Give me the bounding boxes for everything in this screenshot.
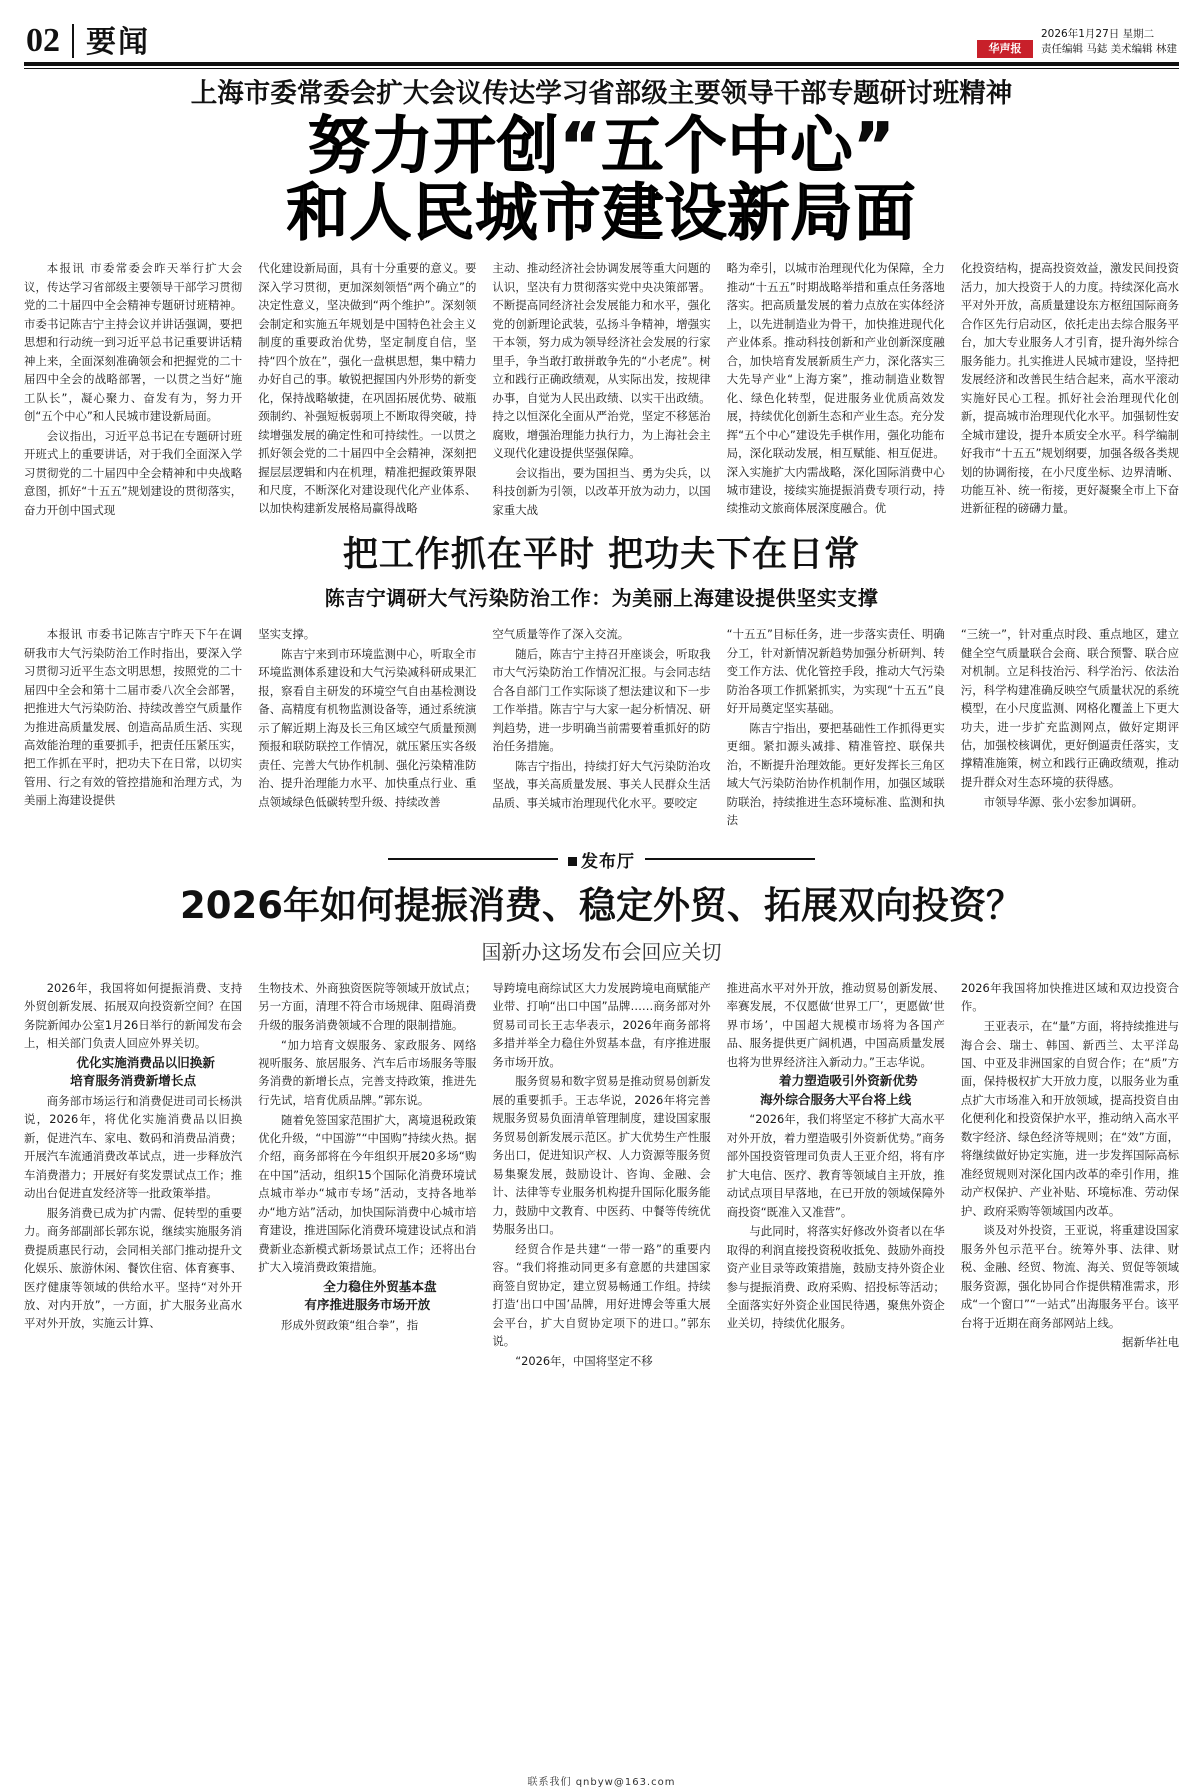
third-column-2 (258, 979, 476, 1371)
square-bullet-icon (568, 857, 577, 866)
third-story-headline: 2026年如何提振消费、稳定外贸、拓展双向投资？ (180, 883, 1023, 927)
news-source: 据新华社电 (1122, 1335, 1180, 1350)
publication-date: 2026年1月27日 星期二 (1040, 27, 1155, 40)
lead-paragraph: 化投资结构，提高投资效益，激发民间投资活力，加大投资于人的力度。持续深化高水平对外开放，高质量建设东方枢纽国际商务合作区先行启动区，依托走出去综合服务平台，加大专业服务人才引育，提升海外综合服务能力。扎实推进人民城市建设，坚持把发展经济和改善民生结合起来，高水平滚动实施好民心工程。抓好社会治理现代化创新，提高城市治理现代化水平。加强韧性安全城市建设，提升本质安全水平。科学编制好我市“十五五”规划纲要，加强各级各类规划的协调衔接，在小尺度坐标、边界清晰、功能互补、统一衔接，更好凝聚全市上下奋进新征程的磅礴力量。 (960, 261, 1180, 516)
masthead-divider (72, 24, 74, 58)
second-story-attendees: 市领导华源、张小宏参加调研。 (983, 794, 1144, 809)
section-title: 要闻 (86, 25, 150, 60)
second-paragraph: 本报讯 市委书记陈吉宁昨天下午在调研我市大气污染防治工作时指出，要深入学习贯彻习近平生态文明思想，按照党的二十届四中全会和第十二届市委八次全会部署，把推进大气污染防治、持续改善空气质量作为推进高质量发展、创造高品质生活、实现高效能治理的重要抓手，把责任压紧压实，把工作抓在平时，把功夫下在日常，以切实管用、行之有效的管控措施和治理方式，为美丽上海建设提供 (24, 627, 243, 808)
third-paragraph: 服务贸易和数字贸易是推动贸易创新发展的重要抓手。王志华说，2026年将完善规服务贸易负面清单管理制度，建设国家服务贸易创新发展示范区。扩大优势生产性服务出口，促进知识产权、人力资源等服务贸易集聚发展，鼓励设计、咨询、金融、会计、法律等专业服务机构提升国际化服务能力，鼓励中文教育、中医药、中餐等传统优势服务出口。 (492, 1074, 711, 1237)
masthead-right (977, 27, 1177, 59)
second-paragraph: 陈吉宁指出，持续打好大气污染防治攻坚战，事关高质量发展、事关人民群众生活品质、事关城市治理现代化水平。要咬定 (492, 758, 711, 810)
divider-label-text: 发布厅 (581, 851, 635, 872)
third-paragraph: 与此同时，将落实好修改外资者以在华取得的利润直接投资税收抵免、鼓励外商投资产业目录等政策措施，鼓励支持外资企业参与提振消费、政府采购、招投标等活动；全面落实好外资企业国民待遇，聚焦外资企业关切，持续优化服务。 (726, 1224, 945, 1331)
second-paragraph: 陈吉宁来到市环境监测中心，听取全市环境监测体系建设和大气污染减科研成果汇报，察看自主研发的环境空气自由基检测设备、高精度有机物监测设备等，通过系统演示了解近期上海及长三角区域空气质量预测预报和联防联控工作情况，就压紧压实各级责任、完善大气协作机制、强化污染精准防治、提升治理能力水平、加快重点行业、重点领域绿色低碳转型升级、持续改善 (258, 646, 477, 809)
third-paragraph: 服务消费已成为扩内需、促转型的重要力。商务部副部长郭东说，继续实施服务消费提质惠民行动，会同相关部门推动提升文化娱乐、旅游休闲、餐饮住宿、体育赛事、医疗健康等领域的供给水平。坚持“对外开放、对内开放”，一方面，扩大服务业高水平对外开放，实施云计算、 (24, 1205, 243, 1331)
third-subheading: 优化实施消费品以旧换新 培育服务消费新增长点 (70, 1054, 215, 1089)
lead-column-4 (727, 259, 945, 520)
third-column-5 (961, 979, 1179, 1371)
second-column-2 (258, 625, 476, 830)
divider-label (568, 847, 635, 872)
second-paragraph: 随后，陈吉宁主持召开座谈会，听取我市大气污染防治工作情况汇报。与会同志结合各自部门工作实际谈了想法建议和下一步工作举措。陈吉宁与大家一起分析情况、研判趋势，进一步明确当前需要着重抓好的防治任务措施。 (492, 646, 711, 754)
lead-paragraph: 会议指出，要为国担当、勇为尖兵，以科技创新为引领，以改革开放为动力，以国家重大战 (492, 465, 711, 517)
section-divider (24, 847, 1179, 872)
third-paragraph: 推进高水平对外开放，推动贸易创新发展、率赛发展，不仅愿做‘世界工厂’，更愿做‘世界市场’，中国超大规模市场将为各国产品、服务提供更广阔机遇，中国高质量发展也将为世界经济注入新动力。”王志华说。 (726, 980, 945, 1069)
third-column-3 (492, 979, 710, 1371)
lead-shoulder-headline: 上海市委常委会扩大会议传达学习省部级主要领导干部专题研讨班精神 (190, 78, 1013, 109)
third-paragraph: 导跨境电商综试区大力发展跨境电商赋能产业带、打响“出口中国”品牌……商务部对外贸易司司长王志华表示，2026年商务部将多措并举全力稳住外贸基本盘，有序推进服务市场开放。 (492, 980, 711, 1069)
lead-column-5 (961, 259, 1179, 520)
lead-paragraph: 本报讯 市委常委会昨天举行扩大会议，传达学习省部级主要领导干部学习贯彻党的二十届四中全会精神专题研讨班精神。市委书记陈吉宁主持会议并讲话强调，要把思想和行动统一到习近平总书记重要讲话精神上来，全面深刻准确领会和把握党的二十届四中全会的战略部署，一以贯之当好“施工队长”，凝心聚力、奋发有为，努力开创“五个中心”和人民城市建设新局面。 (24, 261, 243, 424)
third-paragraph: “加力培育文娱服务、家政服务、网络视听服务、旅居服务、汽车后市场服务等服务消费的新增长点，完善支持政策，推进先行先试，培育优质品牌。”郭东说。 (258, 1037, 477, 1107)
lead-story (0, 69, 1203, 250)
lead-paragraph: 代化建设新局面，具有十分重要的意义。要深入学习贯彻，更加深刻领悟“两个确立”的决定性意义，坚决做到“两个维护”。深刻领会制定和实施五年规划是中国特色社会主义制度的重要政治优势，坚定制度自信，坚持“四个放在”，强化一盘棋思想，集中精力办好自己的事。敏锐把握国内外形势的新变化，保持战略敏捷，在巩固拓展优势、破瓶颈制约、补强短板弱项上不断取得突破，持续增强发展的确定性和可持续性。一以贯之抓好领会党的二十届四中全会精神，深刻把握层层逻辑和内在机理，精准把握政策界限和尺度，不断深化对建设现代化产业体系、以加快构建新发展格局赢得战略 (258, 261, 477, 516)
third-paragraph: 谈及对外投资，王亚说，将重建设国家服务外包示范平台。统筹外事、法律、财税、金融、经贸、物流、海关、贸促等领域服务资源，强化协同合作提供精准需求，形成“一个窗口”“一站式”出海服务平台。该平台将于近期在商务部网站上线。 (960, 1223, 1180, 1330)
page-number: 02 (26, 22, 60, 59)
second-paragraph: 坚实支撑。 (258, 627, 316, 642)
second-column-1 (24, 625, 242, 830)
third-paragraph: 生物技术、外商独资医院等领域开放试点；另一方面，清理不符合市场规律、阻碍消费升级的服务消费领域不合理的限制措施。 (258, 980, 477, 1032)
lead-paragraph: 略为牵引，以城市治理现代化为保障，全力推动“十五五”时期战略举措和重点任务落地落实。把高质量发展的着力点放在实体经济上，以先进制造业为骨干，加快推进现代化产业体系。推动科技创新和产业创新深度融合，加快培育发展新质生产力，深化落实三大先导产业“上海方案”，推动制造业数智化、绿色化转型，促进服务业优质高效发展，持续优化创新生态和产业生态。充分发挥“五个中心”建设先手棋作用，强化功能布局，深化联动发展，相互赋能、相互促进。深入实施扩大内需战略，深化国际消费中心城市建设，接续实施提振消费专项行动，持续推动文旅商体展深度融合。优 (726, 261, 945, 516)
lead-headline-line-2: 和人民城市建设新局面 (286, 176, 917, 250)
page-footer: 联系我们 qnbyw@163.com (527, 1777, 676, 1788)
third-paragraph: 经贸合作是共建“一带一路”的重要内容。“我们将推动同更多有意愿的共建国家商签自贸协定，建立贸易畅通工作组。持续打造‘出口中国’品牌，用好进博会等重大展会平台，扩大自贸协定项下的进口。”郭东说。 (492, 1241, 711, 1349)
third-column-4 (727, 979, 945, 1371)
second-paragraph: “三统一”，针对重点时段、重点地区，建立健全空气质量联合会商、联合预警、联合应对机制。立足科技治污、科学治污、依法治污，科学构建准确反映空气质量状况的系统模型，在小尺度监测、网格化覆盖上下更大功夫，进一步扩充监测网点，做好定期评估，加强校核调优，更好倒逼责任落实，支撑精准施策，树立和践行正确政绩观，推动提升群众对生态环境的获得感。 (960, 627, 1180, 789)
second-column-3 (492, 625, 710, 830)
second-story-subhead: 陈吉宁调研大气污染防治工作：为美丽上海建设提供坚实支撑 (324, 586, 879, 611)
third-subheading: 着力塑造吸引外资新优势 海外综合服务大平台将上线 (760, 1073, 918, 1107)
second-story-headline: 把工作抓在平时 把功夫下在日常 (342, 535, 861, 576)
lead-column-2 (258, 259, 476, 520)
divider-line-left (388, 858, 558, 860)
third-subheading: 全力稳住外贸基本盘 有序推进服务市场开放 (304, 1278, 437, 1313)
third-paragraph: 随着免签国家范围扩大，离境退税政策优化升级，“中国游”“中国购”持续火热。据介绍，商务部将在今年组织开展20多场“购在中国”活动，组织15个国际化消费环境试点城市举办“城市专场”活动，支持各地举办“地方站”活动，加快国际消费中心城市培育建设，推进国际化消费环境建设试点和消费新业态新模式新场景试点工作；还将出台扩大入境消费政策措施。 (258, 1112, 477, 1275)
third-paragraph: 2026年，我国将如何提振消费、支持外贸创新发展、拓展双向投资新空间？在国务院新闻办公室1月26日举行的新闻发布会上，相关部门负责人回应外界关切。 (24, 980, 243, 1051)
lead-main-headline (24, 109, 1179, 250)
third-paragraph: 王亚表示，在“量”方面，将持续推进与海合会、瑞士、韩国、新西兰、太平洋岛国、中亚及非洲国家的自贸合作；在“质”方面，保持极权扩大开放力度，以服务业为重点扩大市场准入和开放领域，提高投资自由化便利化和投资保护水平，推动纳入高水平数字经济、绿色经济等规则；在“效”方面，将继续做好协定实施，进一步发挥国际高标准经贸规则对深化国内改革的牵引作用，推动产权保护、产业补贴、环境标准、劳动保护、政府采购等领域国内改革。 (960, 1019, 1180, 1218)
third-story-subhead: 国新办这场发布会回应关切 (481, 939, 722, 964)
lead-headline-line-1: 努力开创“五个中心” (307, 109, 896, 183)
third-paragraph: 形成外贸政策“组合拳”，指 (281, 1317, 419, 1332)
third-paragraph: 商务部市场运行和消费促进司司长杨洪说，2026年，将优化实施消费品以旧换新，促进汽车、家电、数码和消费品消费；开展汽车流通消费改革试点，进一步释放汽车消费潜力；开展好有奖发票试点工作；推动出台促进直发经济等一批政策举措。 (24, 1093, 243, 1201)
divider-line-right (645, 858, 815, 860)
third-paragraph: “2026年，我们将坚定不移扩大高水平对外开放，着力塑造吸引外资新优势。”商务部外国投资管理司负责人王亚介绍，将有序扩大电信、医疗、教育等领域自主开放，推动试点项目早落地，在已开放的领域保障外商投资“既准入又准营”。 (726, 1112, 945, 1219)
second-paragraph: 空气质量等作了深入交流。 (492, 627, 630, 642)
lead-column-3 (492, 259, 710, 520)
lead-paragraph: 主动、推动经济社会协调发展等重大问题的认识，坚决有力贯彻落实党中央决策部署。不断提高同经济社会发展能力和水平，强化党的创新理论武装，弘扬斗争精神，增强实干本领，努力成为领导经济社会发展的行家里手，争当敢打敢拼敢争先的“小老虎”。树立和践行正确政绩观，从实际出发，按规律办事，自觉为人民出政绩、以实干出政绩。持之以恒深化全面从严治党，坚定不移惩治腐败，增强治理能力执行力，为上海社会主义现代化建设提供坚强保障。 (492, 261, 711, 461)
masthead-meta (1041, 27, 1177, 59)
second-paragraph: 陈吉宁指出，要把基础性工作抓得更实更细。紧扣源头减排、精准管控、联保共治，不断提升治理效能。更好发挥长三角区域大气污染防治协作机制作用，加强区域联防联治，持续推进生态环境标准、监测和执法 (726, 720, 945, 827)
third-paragraph: “2026年，中国将坚定不移 (515, 1353, 653, 1368)
second-story (0, 520, 1203, 611)
masthead-rule-thick (24, 62, 1179, 66)
third-paragraph: 2026年我国将加快推进区域和双边投资合作。 (960, 980, 1180, 1014)
second-column-5 (961, 625, 1179, 830)
lead-paragraph: 会议指出，习近平总书记在专题研讨班开班式上的重要讲话，对于我们全面深入学习贯彻党的二十届四中全会精神和中央战略意图，抓好“十五五”规划建设的贯彻落实，奋力开创中国式现 (24, 428, 243, 517)
lead-column-1 (24, 259, 242, 520)
newspaper-logo: 华声报 (977, 40, 1033, 58)
editor-credits: 责任编辑 马鋕 美术编辑 林建 (1040, 43, 1177, 56)
masthead (0, 0, 1203, 62)
third-column-1 (24, 979, 242, 1371)
second-paragraph: “十五五”目标任务，进一步落实责任、明确分工，针对新情况新趋势加强分析研判、转变工作方法、优化管控手段，推动大气污染防治各项工作抓紧抓实，为实现“十五五”良好开局奠定坚实基础。 (726, 627, 945, 716)
third-story (0, 880, 1203, 965)
lead-columns (0, 253, 1203, 520)
second-story-columns (0, 619, 1203, 830)
second-column-4 (727, 625, 945, 830)
third-story-columns (0, 973, 1203, 1371)
